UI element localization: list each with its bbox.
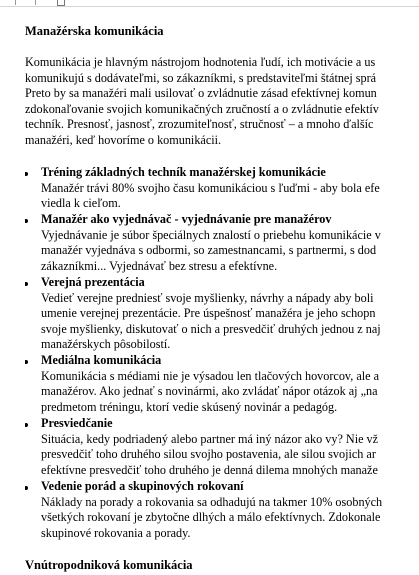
list-item-text: manažér vyjednáva s odbormi, so zamestnancami, s partnermi, s dod bbox=[41, 243, 377, 257]
intro-line: zdokonaľovanie svojich komunikačných zručností a o zvládnutie efektív bbox=[25, 102, 379, 116]
list-item-text: umenie verejnej prezentácie. Pre úspešnosť manažéra je jeho schopn bbox=[41, 306, 376, 320]
bullet-icon bbox=[25, 423, 28, 427]
list-item-text: všetkých rokovaní je zbytočne dlhých a málo efektívnych. Zdokonale bbox=[41, 510, 381, 524]
list-item-text: skupinové rokovania a porady. bbox=[41, 526, 191, 540]
list-item-title: Tréning základných techník manažérskej komunikácie bbox=[41, 165, 326, 179]
list-item-text: Situácia, kedy podriadený alebo partner má iný názor ako vy? Nie vž bbox=[41, 432, 379, 446]
bullet-icon bbox=[25, 360, 28, 364]
bullet-icon bbox=[25, 282, 28, 286]
list-item-title: Verejná prezentácia bbox=[41, 275, 145, 289]
section-heading: Manažérska komunikácia bbox=[25, 24, 164, 38]
list-item-text: manažérskych pôsobilostí. bbox=[41, 337, 171, 351]
document-page bbox=[25, 0, 419, 575]
list-item-text: predmetom tréningu, ktorí vedie skúsený novinár a pedagóg. bbox=[41, 400, 338, 414]
bullet-icon bbox=[25, 172, 28, 176]
next-section-heading: Vnútropodniková komunikácia bbox=[25, 558, 193, 572]
list-item-text: manažérov. Ako jednať s novinármi, ako zvládať nápor otázok aj „na bbox=[41, 384, 378, 398]
list-item-text: Vyjednávanie je súbor špeciálnych znalostí o priebehu komunikácie v bbox=[41, 228, 381, 242]
intro-line: Preto by sa manažéri mali usilovať o zvládnutie zásad efektívnej komun bbox=[25, 86, 377, 100]
ruler-tick bbox=[15, 0, 16, 5]
list-item-text: efektívne presvedčiť toho druhého je denná dilema mnohých manaže bbox=[41, 463, 378, 477]
list-item-title: Vedenie porád a skupinových rokovaní bbox=[41, 479, 244, 493]
bullet-icon bbox=[25, 486, 28, 490]
intro-line: manažéri, keď hovoríme o komunikácii. bbox=[25, 133, 222, 147]
list-item-title: Manažér ako vyjednávač - vyjednávanie pre manažérov bbox=[41, 212, 332, 226]
intro-line: komunikujú s dodávateľmi, so zákazníkmi, s predstaviteľmi štátnej sprá bbox=[25, 71, 377, 85]
list-item-text: viedla k cieľom. bbox=[41, 196, 121, 210]
intro-line: Komunikácia je hlavným nástrojom hodnotenia ľudí, ich motivácie a us bbox=[25, 55, 376, 69]
list-item-text: zákazníkmi... Vyjednávať bez stresu a efektívne. bbox=[41, 259, 278, 273]
list-item-text: svoje myšlienky, diskutovať o nich a presvedčiť druhých jednou z naj bbox=[41, 322, 381, 336]
bullet-icon bbox=[25, 219, 28, 223]
list-item-text: Náklady na porady a rokovania sa odhadujú na takmer 10% osobných bbox=[41, 495, 383, 509]
list-item-text: Komunikácia s médiami nie je výsadou len tlačových hovorcov, ale a bbox=[41, 369, 379, 383]
list-item-title: Presviedčanie bbox=[41, 416, 113, 430]
list-item-text: Manažér trávi 80% svojho času komunikáciou s ľuďmi - aby bola efe bbox=[41, 181, 380, 195]
list-item-title: Mediálna komunikácia bbox=[41, 353, 162, 367]
list-item-text: Vedieť verejne predniesť svoje myšlienky, návrhy a nápady aby boli bbox=[41, 291, 374, 305]
list-item-text: presvedčiť toho druhého silou svojho postavenia, ale silou svojich ar bbox=[41, 447, 376, 461]
intro-line: techník. Presnosť, jasnosť, zrozumiteľnosť, stručnosť – a mnoho ďalšíc bbox=[25, 117, 374, 131]
